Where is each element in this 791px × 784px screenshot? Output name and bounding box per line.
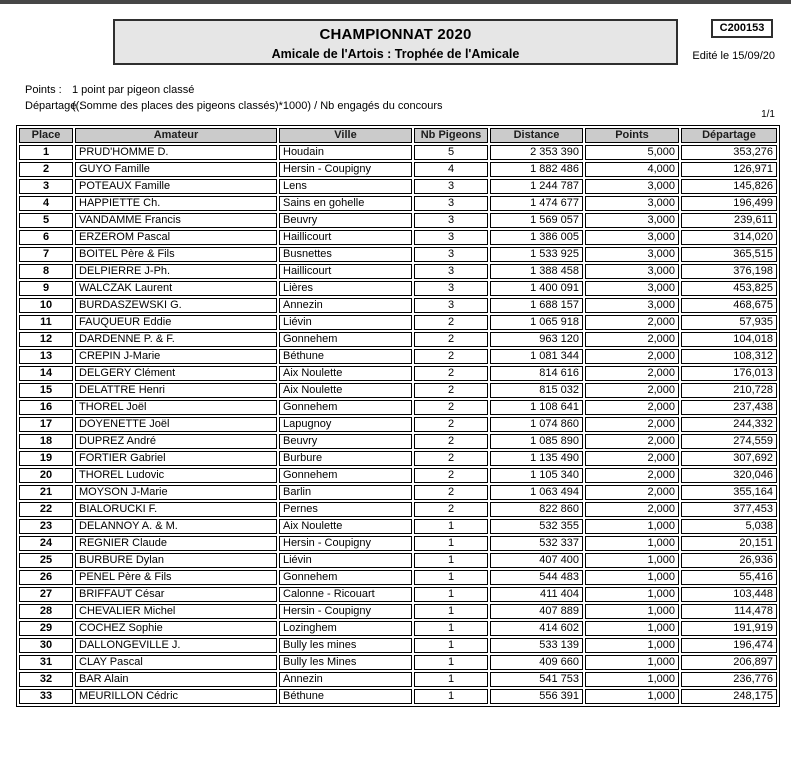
table-row bbox=[19, 604, 777, 619]
cell-place: 3 bbox=[19, 179, 73, 194]
cell-departage: 103,448 bbox=[681, 587, 777, 602]
cell-departage: 468,675 bbox=[681, 298, 777, 313]
cell-departage: 355,164 bbox=[681, 485, 777, 500]
cell-amateur: DUPREZ André bbox=[75, 434, 277, 449]
cell-amateur: DARDENNE P. & F. bbox=[75, 332, 277, 347]
cell-points: 1,000 bbox=[585, 519, 679, 534]
cell-ville: Sains en gohelle bbox=[279, 196, 412, 211]
cell-place: 20 bbox=[19, 468, 73, 483]
cell-points: 2,000 bbox=[585, 485, 679, 500]
cell-departage: 377,453 bbox=[681, 502, 777, 517]
cell-amateur: POTEAUX Famille bbox=[75, 179, 277, 194]
cell-departage: 196,474 bbox=[681, 638, 777, 653]
cell-place: 27 bbox=[19, 587, 73, 602]
table-row bbox=[19, 621, 777, 636]
cell-points: 2,000 bbox=[585, 468, 679, 483]
cell-amateur: BURDASZEWSKI G. bbox=[75, 298, 277, 313]
cell-nb-pigeons: 4 bbox=[414, 162, 488, 177]
cell-ville: Aix Noulette bbox=[279, 519, 412, 534]
cell-amateur: BOITEL Père & Fils bbox=[75, 247, 277, 262]
cell-nb-pigeons: 3 bbox=[414, 213, 488, 228]
col-header-departage: Départage bbox=[681, 128, 777, 143]
cell-points: 3,000 bbox=[585, 230, 679, 245]
cell-departage: 248,175 bbox=[681, 689, 777, 704]
cell-ville: Barlin bbox=[279, 485, 412, 500]
cell-ville: Liévin bbox=[279, 315, 412, 330]
cell-distance: 533 139 bbox=[490, 638, 583, 653]
cell-place: 28 bbox=[19, 604, 73, 619]
cell-distance: 1 400 091 bbox=[490, 281, 583, 296]
cell-distance: 544 483 bbox=[490, 570, 583, 585]
col-header-place: Place bbox=[19, 128, 73, 143]
cell-nb-pigeons: 1 bbox=[414, 655, 488, 670]
cell-points: 3,000 bbox=[585, 196, 679, 211]
cell-points: 2,000 bbox=[585, 383, 679, 398]
cell-departage: 236,776 bbox=[681, 672, 777, 687]
cell-nb-pigeons: 2 bbox=[414, 315, 488, 330]
cell-points: 1,000 bbox=[585, 587, 679, 602]
cell-amateur: MEURILLON Cédric bbox=[75, 689, 277, 704]
cell-nb-pigeons: 3 bbox=[414, 298, 488, 313]
cell-amateur: BAR Alain bbox=[75, 672, 277, 687]
table-row bbox=[19, 672, 777, 687]
cell-nb-pigeons: 1 bbox=[414, 553, 488, 568]
cell-ville: Bully les mines bbox=[279, 638, 412, 653]
cell-distance: 541 753 bbox=[490, 672, 583, 687]
cell-ville: Aix Noulette bbox=[279, 383, 412, 398]
cell-distance: 1 063 494 bbox=[490, 485, 583, 500]
cell-ville: Lens bbox=[279, 179, 412, 194]
table-row bbox=[19, 570, 777, 585]
cell-points: 1,000 bbox=[585, 689, 679, 704]
cell-amateur: FORTIER Gabriel bbox=[75, 451, 277, 466]
report-code-badge: C200153 bbox=[711, 19, 773, 38]
cell-ville: Hersin - Coupigny bbox=[279, 604, 412, 619]
cell-place: 7 bbox=[19, 247, 73, 262]
cell-ville: Lapugnoy bbox=[279, 417, 412, 432]
cell-place: 23 bbox=[19, 519, 73, 534]
cell-departage: 26,936 bbox=[681, 553, 777, 568]
cell-nb-pigeons: 2 bbox=[414, 451, 488, 466]
cell-departage: 210,728 bbox=[681, 383, 777, 398]
cell-points: 3,000 bbox=[585, 247, 679, 262]
cell-amateur: PRUD'HOMME D. bbox=[75, 145, 277, 160]
table-row bbox=[19, 536, 777, 551]
table-row bbox=[19, 179, 777, 194]
cell-points: 3,000 bbox=[585, 281, 679, 296]
table-row bbox=[19, 451, 777, 466]
cell-amateur: MOYSON J-Marie bbox=[75, 485, 277, 500]
cell-ville: Burbure bbox=[279, 451, 412, 466]
cell-place: 10 bbox=[19, 298, 73, 313]
cell-nb-pigeons: 2 bbox=[414, 417, 488, 432]
cell-distance: 532 355 bbox=[490, 519, 583, 534]
cell-departage: 307,692 bbox=[681, 451, 777, 466]
cell-amateur: GUYO Famille bbox=[75, 162, 277, 177]
cell-ville: Gonnehem bbox=[279, 468, 412, 483]
cell-place: 5 bbox=[19, 213, 73, 228]
cell-place: 26 bbox=[19, 570, 73, 585]
cell-departage: 376,198 bbox=[681, 264, 777, 279]
cell-place: 31 bbox=[19, 655, 73, 670]
cell-nb-pigeons: 3 bbox=[414, 247, 488, 262]
cell-ville: Haillicourt bbox=[279, 264, 412, 279]
cell-place: 29 bbox=[19, 621, 73, 636]
table-row bbox=[19, 468, 777, 483]
col-header-amateur: Amateur bbox=[75, 128, 277, 143]
cell-nb-pigeons: 3 bbox=[414, 196, 488, 211]
table-row bbox=[19, 145, 777, 160]
cell-ville: Gonnehem bbox=[279, 570, 412, 585]
cell-nb-pigeons: 1 bbox=[414, 536, 488, 551]
cell-distance: 1 081 344 bbox=[490, 349, 583, 364]
page-subtitle: Amicale de l'Artois : Trophée de l'Amicale bbox=[271, 47, 520, 61]
cell-distance: 1 882 486 bbox=[490, 162, 583, 177]
cell-ville: Hersin - Coupigny bbox=[279, 536, 412, 551]
page-number: 1/1 bbox=[761, 109, 775, 120]
cell-amateur: HAPPIETTE Ch. bbox=[75, 196, 277, 211]
cell-ville: Gonnehem bbox=[279, 400, 412, 415]
cell-nb-pigeons: 2 bbox=[414, 349, 488, 364]
table-row bbox=[19, 162, 777, 177]
cell-distance: 414 602 bbox=[490, 621, 583, 636]
table-row bbox=[19, 689, 777, 704]
col-header-distance: Distance bbox=[490, 128, 583, 143]
cell-distance: 1 085 890 bbox=[490, 434, 583, 449]
cell-ville: Lières bbox=[279, 281, 412, 296]
cell-place: 12 bbox=[19, 332, 73, 347]
cell-amateur: BURBURE Dylan bbox=[75, 553, 277, 568]
cell-amateur: PENEL Père & Fils bbox=[75, 570, 277, 585]
cell-place: 21 bbox=[19, 485, 73, 500]
table-row bbox=[19, 332, 777, 347]
cell-place: 13 bbox=[19, 349, 73, 364]
cell-points: 1,000 bbox=[585, 604, 679, 619]
table-row bbox=[19, 587, 777, 602]
table-row bbox=[19, 281, 777, 296]
cell-distance: 815 032 bbox=[490, 383, 583, 398]
cell-distance: 963 120 bbox=[490, 332, 583, 347]
cell-ville: Aix Noulette bbox=[279, 366, 412, 381]
cell-place: 19 bbox=[19, 451, 73, 466]
cell-amateur: DOYENETTE Joël bbox=[75, 417, 277, 432]
cell-ville: Busnettes bbox=[279, 247, 412, 262]
cell-points: 4,000 bbox=[585, 162, 679, 177]
cell-points: 2,000 bbox=[585, 502, 679, 517]
cell-nb-pigeons: 2 bbox=[414, 468, 488, 483]
cell-distance: 1 065 918 bbox=[490, 315, 583, 330]
cell-amateur: CHEVALIER Michel bbox=[75, 604, 277, 619]
cell-nb-pigeons: 1 bbox=[414, 672, 488, 687]
cell-nb-pigeons: 1 bbox=[414, 621, 488, 636]
cell-place: 22 bbox=[19, 502, 73, 517]
table-row bbox=[19, 315, 777, 330]
table-row bbox=[19, 196, 777, 211]
top-window-strip bbox=[0, 0, 791, 4]
cell-amateur: DELATTRE Henri bbox=[75, 383, 277, 398]
table-row bbox=[19, 638, 777, 653]
cell-departage: 114,478 bbox=[681, 604, 777, 619]
cell-points: 2,000 bbox=[585, 434, 679, 449]
cell-points: 1,000 bbox=[585, 621, 679, 636]
table-row bbox=[19, 502, 777, 517]
cell-points: 2,000 bbox=[585, 366, 679, 381]
cell-distance: 814 616 bbox=[490, 366, 583, 381]
cell-distance: 1 244 787 bbox=[490, 179, 583, 194]
col-header-points: Points bbox=[585, 128, 679, 143]
results-tbody bbox=[19, 145, 777, 704]
cell-amateur: DELANNOY A. & M. bbox=[75, 519, 277, 534]
cell-nb-pigeons: 3 bbox=[414, 264, 488, 279]
cell-departage: 104,018 bbox=[681, 332, 777, 347]
cell-place: 33 bbox=[19, 689, 73, 704]
cell-nb-pigeons: 3 bbox=[414, 230, 488, 245]
cell-place: 4 bbox=[19, 196, 73, 211]
cell-amateur: REGNIER Claude bbox=[75, 536, 277, 551]
cell-amateur: THOREL Joël bbox=[75, 400, 277, 415]
page-title: CHAMPIONNAT 2020 bbox=[319, 26, 472, 43]
cell-nb-pigeons: 2 bbox=[414, 502, 488, 517]
points-label: Points : bbox=[25, 84, 62, 96]
cell-departage: 126,971 bbox=[681, 162, 777, 177]
cell-ville: Calonne - Ricouart bbox=[279, 587, 412, 602]
cell-departage: 20,151 bbox=[681, 536, 777, 551]
cell-departage: 57,935 bbox=[681, 315, 777, 330]
cell-points: 1,000 bbox=[585, 672, 679, 687]
cell-departage: 274,559 bbox=[681, 434, 777, 449]
cell-nb-pigeons: 3 bbox=[414, 179, 488, 194]
cell-ville: Béthune bbox=[279, 349, 412, 364]
cell-place: 8 bbox=[19, 264, 73, 279]
cell-nb-pigeons: 1 bbox=[414, 587, 488, 602]
cell-place: 11 bbox=[19, 315, 73, 330]
cell-distance: 1 135 490 bbox=[490, 451, 583, 466]
cell-ville: Béthune bbox=[279, 689, 412, 704]
departage-value: ((Somme des places des pigeons classés)*1000) / Nb engagés du concours bbox=[72, 100, 443, 112]
cell-points: 5,000 bbox=[585, 145, 679, 160]
cell-distance: 556 391 bbox=[490, 689, 583, 704]
cell-departage: 237,438 bbox=[681, 400, 777, 415]
cell-departage: 196,499 bbox=[681, 196, 777, 211]
cell-distance: 532 337 bbox=[490, 536, 583, 551]
cell-amateur: FAUQUEUR Eddie bbox=[75, 315, 277, 330]
cell-place: 30 bbox=[19, 638, 73, 653]
cell-place: 18 bbox=[19, 434, 73, 449]
cell-nb-pigeons: 1 bbox=[414, 519, 488, 534]
cell-points: 2,000 bbox=[585, 451, 679, 466]
cell-ville: Bully les Mines bbox=[279, 655, 412, 670]
table-row bbox=[19, 485, 777, 500]
cell-nb-pigeons: 1 bbox=[414, 570, 488, 585]
cell-amateur: DALLONGEVILLE J. bbox=[75, 638, 277, 653]
cell-distance: 411 404 bbox=[490, 587, 583, 602]
cell-points: 2,000 bbox=[585, 417, 679, 432]
cell-departage: 5,038 bbox=[681, 519, 777, 534]
table-row bbox=[19, 434, 777, 449]
cell-amateur: DELGERY Clément bbox=[75, 366, 277, 381]
cell-amateur: CREPIN J-Marie bbox=[75, 349, 277, 364]
cell-nb-pigeons: 2 bbox=[414, 332, 488, 347]
cell-points: 2,000 bbox=[585, 400, 679, 415]
cell-nb-pigeons: 2 bbox=[414, 485, 488, 500]
cell-departage: 314,020 bbox=[681, 230, 777, 245]
cell-nb-pigeons: 3 bbox=[414, 281, 488, 296]
cell-place: 17 bbox=[19, 417, 73, 432]
cell-ville: Annezin bbox=[279, 672, 412, 687]
table-row bbox=[19, 655, 777, 670]
cell-distance: 1 108 641 bbox=[490, 400, 583, 415]
cell-ville: Lozinghem bbox=[279, 621, 412, 636]
cell-points: 2,000 bbox=[585, 332, 679, 347]
points-value: 1 point par pigeon classé bbox=[72, 84, 195, 96]
cell-amateur: DELPIERRE J-Ph. bbox=[75, 264, 277, 279]
cell-distance: 1 533 925 bbox=[490, 247, 583, 262]
table-row bbox=[19, 213, 777, 228]
cell-place: 25 bbox=[19, 553, 73, 568]
title-box bbox=[113, 19, 678, 65]
cell-departage: 320,046 bbox=[681, 468, 777, 483]
cell-amateur: VANDAMME Francis bbox=[75, 213, 277, 228]
table-row bbox=[19, 417, 777, 432]
table-row bbox=[19, 247, 777, 262]
cell-distance: 407 889 bbox=[490, 604, 583, 619]
cell-place: 2 bbox=[19, 162, 73, 177]
cell-departage: 176,013 bbox=[681, 366, 777, 381]
cell-place: 24 bbox=[19, 536, 73, 551]
cell-amateur: BIALORUCKI F. bbox=[75, 502, 277, 517]
cell-points: 3,000 bbox=[585, 298, 679, 313]
cell-place: 1 bbox=[19, 145, 73, 160]
cell-departage: 206,897 bbox=[681, 655, 777, 670]
table-row bbox=[19, 349, 777, 364]
table-row bbox=[19, 553, 777, 568]
cell-departage: 108,312 bbox=[681, 349, 777, 364]
cell-distance: 1 386 005 bbox=[490, 230, 583, 245]
table-row bbox=[19, 230, 777, 245]
cell-departage: 353,276 bbox=[681, 145, 777, 160]
cell-points: 2,000 bbox=[585, 349, 679, 364]
table-header-row bbox=[19, 128, 777, 143]
cell-departage: 453,825 bbox=[681, 281, 777, 296]
col-header-nb-pigeons: Nb Pigeons bbox=[414, 128, 488, 143]
cell-distance: 407 400 bbox=[490, 553, 583, 568]
cell-distance: 1 569 057 bbox=[490, 213, 583, 228]
col-header-ville: Ville bbox=[279, 128, 412, 143]
cell-points: 3,000 bbox=[585, 213, 679, 228]
cell-ville: Beuvry bbox=[279, 434, 412, 449]
cell-ville: Annezin bbox=[279, 298, 412, 313]
cell-points: 3,000 bbox=[585, 264, 679, 279]
cell-place: 6 bbox=[19, 230, 73, 245]
cell-place: 16 bbox=[19, 400, 73, 415]
cell-points: 1,000 bbox=[585, 655, 679, 670]
cell-distance: 1 074 860 bbox=[490, 417, 583, 432]
cell-amateur: WALCZAK Laurent bbox=[75, 281, 277, 296]
table-row bbox=[19, 298, 777, 313]
cell-departage: 365,515 bbox=[681, 247, 777, 262]
cell-departage: 191,919 bbox=[681, 621, 777, 636]
cell-ville: Pernes bbox=[279, 502, 412, 517]
cell-nb-pigeons: 2 bbox=[414, 383, 488, 398]
cell-ville: Liévin bbox=[279, 553, 412, 568]
cell-distance: 1 388 458 bbox=[490, 264, 583, 279]
cell-distance: 1 688 157 bbox=[490, 298, 583, 313]
cell-points: 3,000 bbox=[585, 179, 679, 194]
cell-nb-pigeons: 1 bbox=[414, 689, 488, 704]
cell-nb-pigeons: 2 bbox=[414, 366, 488, 381]
cell-nb-pigeons: 1 bbox=[414, 604, 488, 619]
cell-points: 1,000 bbox=[585, 570, 679, 585]
cell-distance: 822 860 bbox=[490, 502, 583, 517]
cell-distance: 1 474 677 bbox=[490, 196, 583, 211]
cell-place: 14 bbox=[19, 366, 73, 381]
cell-nb-pigeons: 1 bbox=[414, 638, 488, 653]
cell-nb-pigeons: 2 bbox=[414, 400, 488, 415]
edited-date: Edité le 15/09/20 bbox=[692, 50, 775, 62]
cell-departage: 239,611 bbox=[681, 213, 777, 228]
cell-departage: 145,826 bbox=[681, 179, 777, 194]
cell-ville: Beuvry bbox=[279, 213, 412, 228]
cell-points: 1,000 bbox=[585, 638, 679, 653]
table-row bbox=[19, 400, 777, 415]
cell-place: 15 bbox=[19, 383, 73, 398]
cell-points: 1,000 bbox=[585, 536, 679, 551]
cell-place: 32 bbox=[19, 672, 73, 687]
cell-amateur: BRIFFAUT César bbox=[75, 587, 277, 602]
cell-distance: 409 660 bbox=[490, 655, 583, 670]
cell-points: 1,000 bbox=[585, 553, 679, 568]
cell-ville: Houdain bbox=[279, 145, 412, 160]
table-row bbox=[19, 383, 777, 398]
cell-distance: 1 105 340 bbox=[490, 468, 583, 483]
cell-distance: 2 353 390 bbox=[490, 145, 583, 160]
table-row bbox=[19, 519, 777, 534]
cell-ville: Gonnehem bbox=[279, 332, 412, 347]
cell-departage: 55,416 bbox=[681, 570, 777, 585]
cell-amateur: CLAY Pascal bbox=[75, 655, 277, 670]
results-table bbox=[16, 125, 780, 707]
cell-amateur: THOREL Ludovic bbox=[75, 468, 277, 483]
table-row bbox=[19, 264, 777, 279]
departage-label: Départage : bbox=[25, 100, 83, 112]
table-row bbox=[19, 366, 777, 381]
cell-ville: Hersin - Coupigny bbox=[279, 162, 412, 177]
cell-nb-pigeons: 2 bbox=[414, 434, 488, 449]
cell-points: 2,000 bbox=[585, 315, 679, 330]
cell-amateur: ERZEROM Pascal bbox=[75, 230, 277, 245]
cell-place: 9 bbox=[19, 281, 73, 296]
cell-nb-pigeons: 5 bbox=[414, 145, 488, 160]
cell-ville: Haillicourt bbox=[279, 230, 412, 245]
cell-amateur: COCHEZ Sophie bbox=[75, 621, 277, 636]
cell-departage: 244,332 bbox=[681, 417, 777, 432]
